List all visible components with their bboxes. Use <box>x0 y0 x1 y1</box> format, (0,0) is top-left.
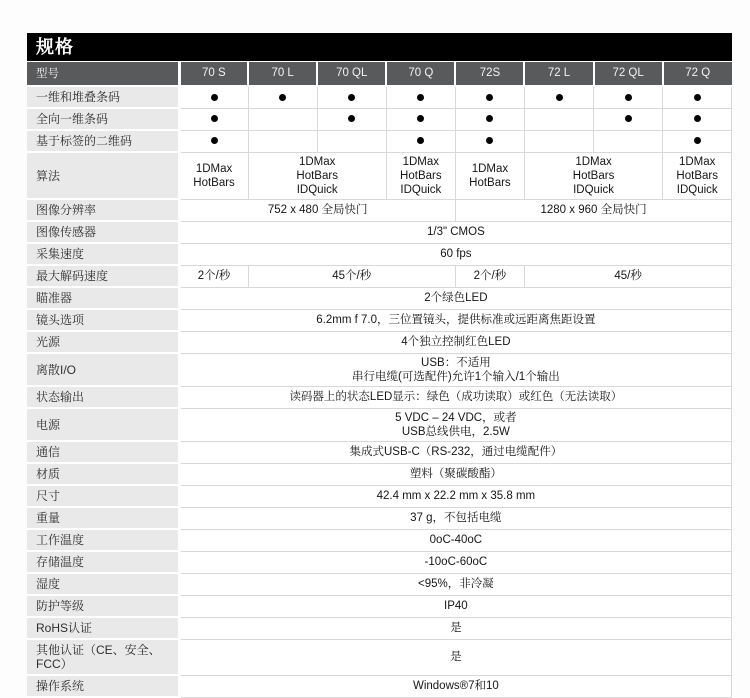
spec-value-line: USB：不适用 <box>421 356 491 369</box>
spec-value-cell <box>179 152 248 199</box>
empty-cell <box>524 130 593 152</box>
spec-value-line: HotBars <box>296 169 338 182</box>
spec-row <box>27 265 732 287</box>
empty-cell <box>248 108 317 130</box>
spec-value-cell <box>179 309 732 331</box>
spec-value-line: IP40 <box>444 600 468 612</box>
spec-value-cell <box>179 221 732 243</box>
spec-value-cell <box>179 551 732 573</box>
spec-value-cell <box>248 152 386 199</box>
spec-row-label: 工作温度 <box>27 529 179 551</box>
spec-value-cell <box>179 353 732 386</box>
spec-value-line: 串行电缆(可选配件)允许1个输入/1个输出 <box>352 370 560 383</box>
spec-row-label: 镜头选项 <box>27 309 179 331</box>
support-dot-cell <box>179 108 248 130</box>
spec-row-label: 通信 <box>27 441 179 463</box>
support-dot-cell <box>455 130 524 152</box>
empty-cell <box>317 130 386 152</box>
model-name-header: 72 Q <box>663 62 732 86</box>
model-name-header: 70 S <box>179 62 248 86</box>
support-dot-cell <box>524 86 593 108</box>
support-dot-cell <box>179 130 248 152</box>
dot-icon <box>417 115 424 122</box>
model-name-header: 70 QL <box>317 62 386 86</box>
spec-row <box>27 408 732 441</box>
spec-value-cell <box>179 463 732 485</box>
spec-row <box>27 86 732 108</box>
spec-value-line: IDQuick <box>400 183 442 196</box>
spec-value-cell <box>179 408 732 441</box>
spec-value-line: 2个绿色LED <box>424 292 488 304</box>
spec-value-line: HotBars <box>676 169 718 182</box>
spec-value-cell <box>386 152 455 199</box>
spec-row-label: 光源 <box>27 331 179 353</box>
spec-value-cell <box>663 152 732 199</box>
support-dot-cell <box>317 108 386 130</box>
support-dot-cell <box>663 130 732 152</box>
spec-value-line: 752 x 480 全局快门 <box>267 204 368 216</box>
spec-row <box>27 243 732 265</box>
spec-row-label: 最大解码速度 <box>27 265 179 287</box>
support-dot-cell <box>179 86 248 108</box>
spec-value-line: HotBars <box>400 169 442 182</box>
spec-value-line: 1DMax <box>402 155 440 168</box>
spec-table <box>27 62 732 698</box>
spec-value-cell <box>179 287 732 309</box>
spec-row <box>27 221 732 243</box>
spec-value-line: 1DMax <box>575 155 612 168</box>
spec-value-line: 0oC-40oC <box>429 534 483 546</box>
spec-value-cell <box>179 507 732 529</box>
spec-value-line: IDQuick <box>676 183 718 196</box>
spec-value-cell <box>524 152 662 199</box>
spec-row <box>27 639 732 675</box>
spec-value-cell <box>455 199 731 221</box>
dot-icon <box>694 137 701 144</box>
dot-icon <box>211 94 218 101</box>
spec-value-cell <box>179 199 455 221</box>
dot-icon <box>694 115 701 122</box>
spec-value-cell <box>179 331 732 353</box>
spec-value-line: 1DMax <box>298 155 336 168</box>
spec-value-line: HotBars <box>469 176 511 189</box>
dot-icon <box>486 94 493 101</box>
dot-icon <box>486 115 493 122</box>
support-dot-cell <box>594 108 663 130</box>
support-dot-cell <box>455 108 524 130</box>
spec-row <box>27 130 732 152</box>
spec-value-cell <box>179 675 732 697</box>
support-dot-cell <box>594 86 663 108</box>
spec-value-line: <95%，非冷凝 <box>418 578 494 590</box>
spec-row <box>27 386 732 408</box>
spec-row-label: 离散I/O <box>27 353 179 386</box>
spec-row <box>27 441 732 463</box>
spec-value-line: 1DMax <box>471 162 509 175</box>
spec-value-line: 2个/秒 <box>473 270 507 282</box>
spec-row <box>27 331 732 353</box>
model-name-header: 70 Q <box>386 62 455 86</box>
spec-row-label: 材质 <box>27 463 179 485</box>
spec-value-cell <box>179 529 732 551</box>
spec-value-line: IDQuick <box>296 183 338 196</box>
spec-value-cell <box>179 441 732 463</box>
spec-value-cell <box>455 152 524 199</box>
spec-value-line: 是 <box>450 651 462 663</box>
spec-value-cell <box>179 639 732 675</box>
spec-row-label: 图像分辨率 <box>27 199 179 221</box>
spec-row <box>27 353 732 386</box>
dot-icon <box>417 94 424 101</box>
dot-icon <box>211 137 218 144</box>
support-dot-cell <box>386 108 455 130</box>
spec-row-label: 状态输出 <box>27 386 179 408</box>
spec-sheet <box>27 33 732 698</box>
dot-icon <box>486 137 493 144</box>
page-title: 规格 <box>27 33 732 61</box>
spec-value-line: 是 <box>450 622 462 634</box>
model-name-header: 70 L <box>248 62 317 86</box>
model-header-row <box>27 62 732 86</box>
dot-icon <box>694 94 701 101</box>
spec-value-line: 2个/秒 <box>197 270 231 282</box>
spec-row-label: 算法 <box>27 152 179 199</box>
spec-value-line: IDQuick <box>573 183 615 196</box>
spec-value-line: 5 VDC – 24 VDC，或者 <box>395 411 517 424</box>
spec-value-line: 1DMax <box>678 155 716 168</box>
spec-value-line: 1DMax <box>195 162 233 175</box>
spec-value-cell <box>179 617 732 639</box>
spec-value-cell <box>179 573 732 595</box>
support-dot-cell <box>248 86 317 108</box>
spec-value-line: 37 g，不包括电缆 <box>410 512 502 524</box>
spec-value-line: 60 fps <box>440 248 472 260</box>
spec-row-label: 重量 <box>27 507 179 529</box>
empty-cell <box>248 130 317 152</box>
support-dot-cell <box>386 86 455 108</box>
spec-value-line: Windows®7和10 <box>412 680 499 692</box>
spec-row-label: 全向一维条码 <box>27 108 179 130</box>
spec-row-label: RoHS认证 <box>27 617 179 639</box>
spec-row-label: 湿度 <box>27 573 179 595</box>
spec-value-line: 45个/秒 <box>332 270 372 282</box>
spec-row <box>27 152 732 199</box>
spec-row <box>27 529 732 551</box>
spec-value-line: 42.4 mm x 22.2 mm x 35.8 mm <box>376 490 536 502</box>
dot-icon <box>625 94 632 101</box>
spec-value-cell <box>248 265 455 287</box>
dot-icon <box>417 137 424 144</box>
dot-icon <box>556 94 563 101</box>
spec-row <box>27 595 732 617</box>
spec-value-line: 45/秒 <box>614 270 642 282</box>
spec-row <box>27 573 732 595</box>
dot-icon <box>348 94 355 101</box>
spec-row <box>27 108 732 130</box>
spec-value-cell <box>179 243 732 265</box>
support-dot-cell <box>663 108 732 130</box>
spec-value-line: 4个独立控制红色LED <box>401 336 511 348</box>
spec-row-label: 一维和堆叠条码 <box>27 86 179 108</box>
spec-row <box>27 485 732 507</box>
support-dot-cell <box>317 86 386 108</box>
model-name-header: 72 QL <box>594 62 663 86</box>
spec-row <box>27 309 732 331</box>
spec-row-label: 采集速度 <box>27 243 179 265</box>
dot-icon <box>279 94 286 101</box>
spec-row-label: 基于标签的二维码 <box>27 130 179 152</box>
spec-value-line: USB总线供电，2.5W <box>401 425 510 438</box>
support-dot-cell <box>663 86 732 108</box>
spec-row <box>27 463 732 485</box>
spec-row-label: 尺寸 <box>27 485 179 507</box>
model-column-header: 型号 <box>27 62 179 86</box>
spec-row <box>27 617 732 639</box>
support-dot-cell <box>455 86 524 108</box>
spec-row <box>27 199 732 221</box>
spec-value-line: -10oC-60oC <box>424 556 488 568</box>
support-dot-cell <box>386 130 455 152</box>
spec-row-label: 操作系统 <box>27 675 179 697</box>
spec-row <box>27 287 732 309</box>
spec-row <box>27 675 732 697</box>
spec-value-cell <box>179 595 732 617</box>
spec-row-label: 其他认证（CE、安全、FCC） <box>27 639 179 675</box>
spec-value-cell <box>524 265 731 287</box>
spec-row-label: 防护等级 <box>27 595 179 617</box>
spec-row-label: 存储温度 <box>27 551 179 573</box>
spec-row <box>27 507 732 529</box>
model-name-header: 72S <box>455 62 524 86</box>
spec-row <box>27 551 732 573</box>
spec-row-label: 瞄准器 <box>27 287 179 309</box>
spec-value-line: 集成式USB-C（RS-232，通过电缆配件） <box>349 446 563 458</box>
spec-value-line: 读码器上的状态LED显示：绿色（成功读取）或红色（无法读取） <box>289 391 623 403</box>
model-name-header: 72 L <box>524 62 593 86</box>
spec-row-label: 电源 <box>27 408 179 441</box>
spec-value-cell <box>179 386 732 408</box>
dot-icon <box>348 115 355 122</box>
spec-row-label: 图像传感器 <box>27 221 179 243</box>
spec-value-cell <box>455 265 524 287</box>
spec-value-line: 1/3" CMOS <box>426 226 485 238</box>
dot-icon <box>211 115 218 122</box>
spec-value-line: 塑料（聚碳酸酯） <box>409 468 502 480</box>
spec-value-cell <box>179 485 732 507</box>
empty-cell <box>524 108 593 130</box>
spec-value-line: 6.2mm f 7.0，三位置镜头，提供标准或远距离焦距设置 <box>316 314 596 326</box>
spec-value-line: HotBars <box>193 176 235 189</box>
spec-value-cell <box>179 265 248 287</box>
spec-value-line: HotBars <box>572 169 615 182</box>
dot-icon <box>625 115 632 122</box>
spec-value-line: 1280 x 960 全局快门 <box>540 204 647 216</box>
empty-cell <box>594 130 663 152</box>
